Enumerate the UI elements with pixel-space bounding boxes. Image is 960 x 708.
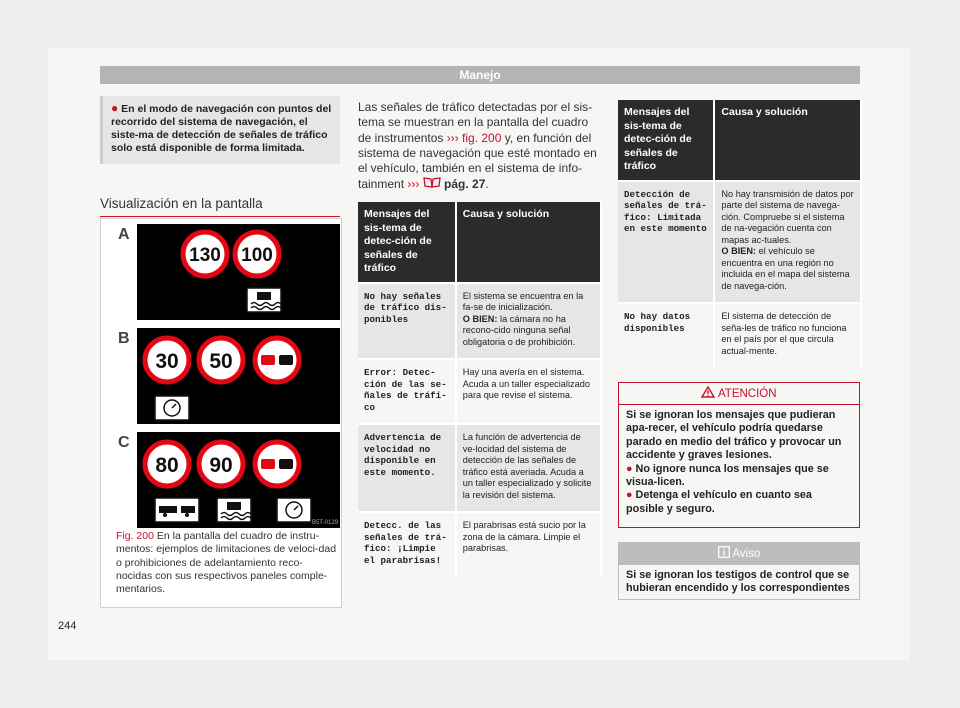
table-row — [618, 303, 861, 367]
message-cell: Detecc. de las señales de trá-fico: ¡Limpie el parabrisas! — [358, 512, 456, 576]
svg-text:50: 50 — [209, 350, 233, 373]
warning-box — [618, 382, 860, 528]
messages-table — [358, 202, 602, 576]
info-note — [100, 96, 340, 164]
cause-cell: No hay transmisión de datos por parte del sistema de navega-ción. Compruebe si el sistema de na-vegación cuenta con mapas ac-tuales. O BIEN: el vehículo se encuentra en una región no incluida en el mapa del sistema de navega-ción. — [714, 181, 861, 304]
intro-text-1: Las señales de tráfico detectadas por el sis-tema se muestran en la pantalla del cuadro de instrumentos — [358, 100, 593, 145]
panel-a-signs — [137, 224, 340, 320]
table-header: Mensajes del sis-tema de detec-ción de señales de tráfico — [358, 202, 456, 283]
svg-text:90: 90 — [209, 454, 233, 477]
notice-title: Aviso — [732, 548, 761, 560]
table-header-row — [358, 202, 601, 283]
intro-text-3: . — [485, 177, 489, 192]
warning-bullet: ● No ignore nunca los mensajes que se visua-licen. — [626, 462, 829, 489]
intro-text-2: y, en función del sistema de navegación que esté montado en el vehículo, también en el sistema de info-tainment — [358, 130, 597, 192]
page-link-arrows[interactable]: ››› — [407, 177, 420, 192]
warning-body — [619, 405, 859, 520]
table-row — [358, 283, 601, 360]
no-overtaking-sign-icon — [255, 338, 299, 382]
panel-c — [137, 432, 340, 528]
warning-title: ATENCIÓN — [717, 388, 777, 400]
panel-a — [137, 224, 340, 320]
wet-road-plate-icon — [247, 288, 281, 312]
message-cell: No hay datos disponibles — [618, 303, 714, 367]
page-link[interactable]: pág. 27 — [444, 177, 486, 192]
table-row — [358, 512, 601, 576]
bullet-icon: ● — [111, 101, 119, 115]
speed-sign-80 — [145, 442, 189, 486]
message-cell: No hay señales de tráfico dis-ponibles — [358, 283, 456, 360]
panel-label-b: B — [118, 330, 130, 347]
svg-text:30: 30 — [155, 350, 179, 373]
message-cell: Advertencia de velocidad no disponible en este momento. — [358, 424, 456, 512]
svg-text:100: 100 — [241, 245, 273, 266]
cause-cell: El sistema se encuentra en la fa-se de inicialización. O BIEN: la cámara no ha recono-cido ninguna señal obligatoria o de prohibición. — [456, 283, 601, 360]
warning-bullet: ● Detenga el vehículo en cuanto sea posible y seguro. — [626, 489, 812, 515]
panel-c-signs — [137, 432, 340, 528]
page-number: 244 — [58, 620, 77, 632]
panel-b-signs — [137, 328, 340, 424]
figure-200 — [116, 224, 340, 530]
time-plate-icon — [277, 498, 311, 522]
cause-cell: Hay una avería en el sistema. Acuda a un taller especializado para que revise el sistema. — [456, 359, 601, 424]
note-text: En el modo de navegación con puntos del recorrido del sistema de navegación, el siste-ma de detección de señales de tráfico solo está disponible de forma limitada. — [111, 103, 332, 154]
speed-sign-50 — [199, 338, 243, 382]
info-icon — [718, 548, 730, 560]
warning-header — [619, 383, 859, 405]
table-header: Mensajes del sis-tema de detec-ción de señales de tráfico — [618, 100, 714, 181]
wet-road-plate-icon — [217, 498, 251, 522]
panel-label-a: A — [118, 226, 130, 243]
cause-cell: El parabrisas está sucio por la zona de la cámara. Limpie el parabrisas. — [456, 512, 601, 576]
cause-cell: La función de advertencia de ve-locidad del sistema de detección de las señales de tráfico está averiada. Acuda a un taller especializado y solicite la revisión del sistema. — [456, 424, 601, 512]
panel-label-c: C — [118, 434, 130, 451]
svg-text:80: 80 — [155, 454, 179, 477]
speed-sign-130 — [183, 232, 227, 276]
table-header-row — [618, 100, 861, 181]
speed-sign-100 — [235, 232, 279, 276]
table-header: Causa y solución — [456, 202, 601, 283]
bullet-icon: ● — [626, 489, 636, 502]
warning-triangle-icon — [701, 388, 715, 400]
table-row — [618, 181, 861, 304]
figure-id: B5T-0129 — [311, 520, 338, 526]
time-plate-icon — [155, 396, 189, 420]
notice-header — [619, 543, 859, 565]
trailer-plate-icon — [155, 498, 199, 522]
notice-text: Si se ignoran los testigos de control que se hubieran encendido y los correspondientes — [626, 569, 850, 595]
speed-sign-30 — [145, 338, 189, 382]
speed-sign-90 — [199, 442, 243, 486]
warning-intro: Si se ignoran los mensajes que pudieran apa-recer, el vehículo podría quedarse parado en medio del tráfico y provocar un accidente y graves lesiones. — [626, 409, 842, 462]
svg-text:130: 130 — [189, 245, 221, 266]
panel-b — [137, 328, 340, 424]
section-title: Visualización en la pantalla — [100, 196, 340, 217]
figure-link[interactable]: ››› fig. 200 — [446, 130, 502, 145]
messages-table-continued — [618, 100, 862, 367]
table-row — [358, 359, 601, 424]
figure-caption — [116, 530, 338, 596]
message-cell: Detección de señales de trá-fico: Limitada en este momento — [618, 181, 714, 304]
message-cell: Error: Detec-ción de las se-ñales de tráfi-co — [358, 359, 456, 424]
table-header: Causa y solución — [714, 100, 861, 181]
book-icon — [423, 177, 441, 191]
caption-text: En la pantalla del cuadro de instru-mentos: ejemplos de limitaciones de veloci-dad o prohibiciones de adelantamiento reco-nocidas con sus respectivos paneles comple-mentarios. — [116, 530, 337, 596]
table-row — [358, 424, 601, 512]
page-header: Manejo — [100, 66, 860, 84]
figure-ref: Fig. 200 — [116, 530, 154, 542]
cause-cell: El sistema de detección de seña-les de tráfico no funciona en el país por el que circula actual-mente. — [714, 303, 861, 367]
notice-box — [618, 542, 860, 600]
no-overtaking-sign-icon — [255, 442, 299, 486]
intro-paragraph — [358, 100, 602, 193]
bullet-icon: ● — [626, 462, 636, 475]
